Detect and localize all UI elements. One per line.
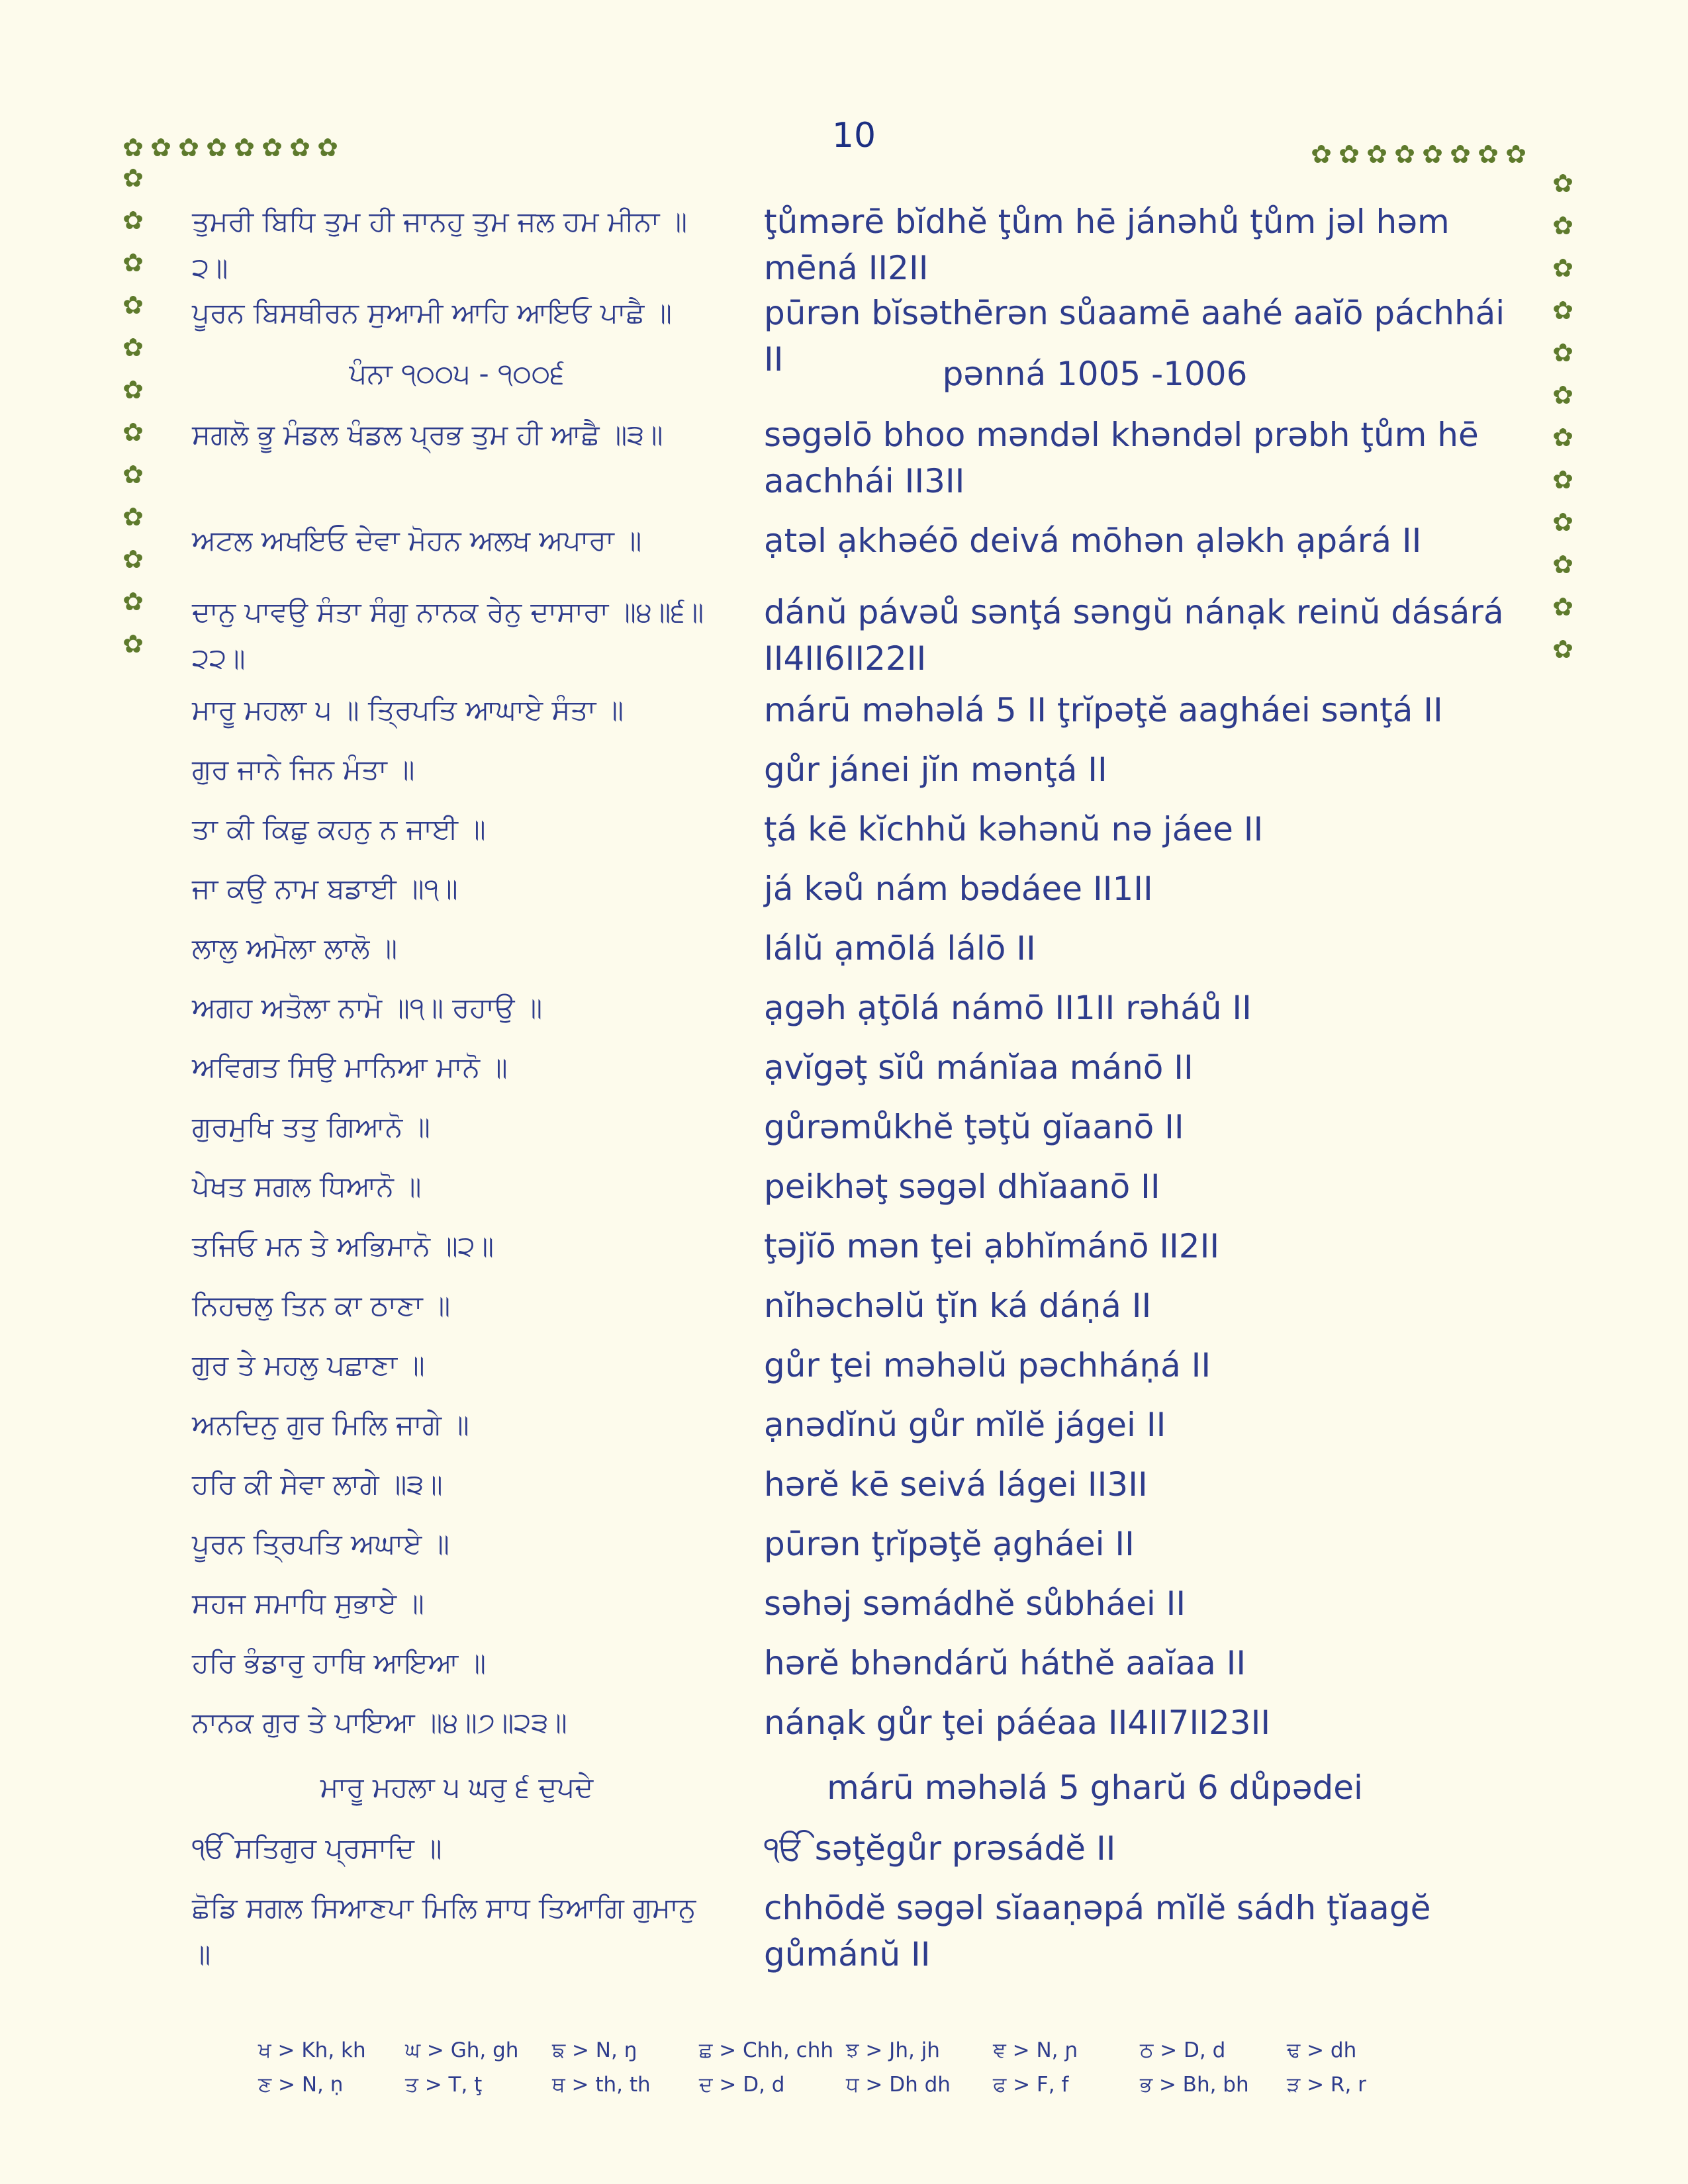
gurmukhi-line: ਦਾਨੁ ਪਾਵਉ ਸੰਤਾ ਸੰਗੁ ਨਾਨਕ ਰੇਨੁ ਦਾਸਾਰਾ ॥੪॥੬॥੨੨॥ [192, 596, 704, 674]
transliteration-line: gůr jánei jĭn mənţá II [764, 751, 1107, 789]
transliteration-line: ạvĭgəţ sĭů mánĭaa mánō II [764, 1048, 1194, 1087]
flower-icon: ✿ [122, 248, 144, 277]
gurmukhi-line: ਸਹਜ ਸਮਾਧਿ ਸੁਭਾਏ ॥ [192, 1587, 424, 1619]
transliteration-heading: márū məhəlá 5 gharŭ 6 důpədei [827, 1768, 1363, 1807]
transliteration-line: márū məhəlá 5 II ţrĭpəţĕ aagháei sənţá II [764, 691, 1443, 729]
gurmukhi-line: ਛੋਡਿ ਸਗਲ ਸਿਆਣਪਾ ਮਿਲਿ ਸਾਧ ਤਿਆਗਿ ਗੁਮਾਨੁ ॥ [192, 1891, 696, 1970]
legend-item: ਭ > Bh, bh [1140, 2073, 1249, 2097]
transliteration-line: nánạk gůr ţei páéaa II4II7II23II [764, 1704, 1271, 1742]
flower-icon: ✿ [122, 291, 144, 320]
flower-icon: ✿ [1552, 592, 1573, 621]
transliteration-line: gůr ţei məhəlŭ pəchháṇá II [764, 1346, 1211, 1385]
flower-icon: ✿ [1311, 140, 1332, 169]
transliteration-line: hərĕ kē seivá lágei II3II [764, 1465, 1148, 1504]
gurmukhi-line: ਗੁਰਮੁਖਿ ਤਤੁ ਗਿਆਨੋ ॥ [192, 1111, 430, 1143]
flower-icon: ✿ [122, 545, 144, 574]
flower-icon: ✿ [122, 587, 144, 616]
legend-item: ੜ > R, r [1287, 2073, 1366, 2097]
transliteration-line: nĭhəchəlŭ ţĭn ká dáṇá II [764, 1287, 1152, 1325]
gurmukhi-page-range: ਪੰਨਾ ੧੦੦੫ - ੧੦੦੬ [349, 357, 565, 390]
gurmukhi-line: ਨਿਹਚਲੁ ਤਿਨ ਕਾ ਠਾਣਾ ॥ [192, 1289, 451, 1322]
flower-icon: ✿ [150, 133, 171, 162]
top-left-ornament [119, 134, 342, 161]
gurmukhi-line: ਹਰਿ ਭੰਡਾਰੁ ਹਾਥਿ ਆਇਆ ॥ [192, 1647, 487, 1679]
gurmukhi-line: ਗੁਰ ਜਾਨੇ ਜਿਨ ਮੰਤਾ ॥ [192, 753, 415, 786]
gurmukhi-line: ਗੁਰ ਤੇ ਮਹਲੁ ਪਛਾਣਾ ॥ [192, 1349, 425, 1381]
transliteration-line: ạgəh ạţōlá námō II1II rəháů II [764, 989, 1252, 1027]
flower-icon: ✿ [1552, 253, 1573, 283]
flower-icon: ✿ [289, 133, 310, 162]
flower-icon: ✿ [1552, 381, 1573, 410]
legend-item: ਞ > N, ɲ [993, 2038, 1078, 2062]
left-ornament-column [119, 164, 147, 658]
gurmukhi-line: ਪੂਰਨ ਤ੍ਰਿਪਤਿ ਅਘਾਏ ॥ [192, 1527, 449, 1560]
legend-item: ਢ > dh [1287, 2038, 1357, 2062]
legend-item: ਠ > D, d [1140, 2038, 1226, 2062]
gurmukhi-line: ਤਾ ਕੀ ਕਿਛੁ ਕਹਨੁ ਨ ਜਾਈ ॥ [192, 813, 486, 845]
flower-icon: ✿ [1450, 140, 1471, 169]
legend-row [258, 2073, 1450, 2107]
legend-item: ਥ > th, th [552, 2073, 651, 2097]
transliteration-line: já kəů nám bədáee II1II [764, 870, 1153, 908]
flower-icon: ✿ [122, 460, 144, 489]
flower-icon: ✿ [122, 375, 144, 404]
flower-icon: ✿ [1366, 140, 1387, 169]
flower-icon: ✿ [1552, 550, 1573, 579]
legend-row [258, 2038, 1450, 2073]
transliteration-line: ţůmərē bĭdhĕ ţům hē jánəhů ţům jəl həm mēná II2II [764, 203, 1450, 287]
flower-icon: ✿ [1552, 423, 1573, 452]
transliteration-line: pūrən ţrĭpəţĕ ạgháei II [764, 1525, 1135, 1563]
transliteration-line: ţá kē kĭchhŭ kəhənŭ nə jáee II [764, 810, 1264, 848]
legend-item: ਦ > D, d [699, 2073, 785, 2097]
transliteration-line: hərĕ bhəndárŭ háthĕ aaĭaa II [764, 1644, 1246, 1682]
flower-icon: ✿ [1394, 140, 1415, 169]
transliteration-page-range: pənná 1005 -1006 [942, 355, 1248, 393]
transliteration-line: səgəlō bhoo məndəl khəndəl prəbh ţům hē aachhái II3II [764, 416, 1479, 500]
flower-icon: ✿ [206, 133, 227, 162]
transliteration-line: ੴ səţĕgůr prəsádĕ II [764, 1829, 1116, 1868]
flower-icon: ✿ [122, 418, 144, 447]
legend-item: ਙ > N, ŋ [552, 2038, 637, 2062]
flower-icon: ✿ [1552, 338, 1573, 367]
gurmukhi-line: ਤਜਿਓ ਮਨ ਤੇ ਅਭਿਮਾਨੋ ॥੨॥ [192, 1230, 494, 1262]
gurmukhi-line: ੴ ਸਤਿਗੁਰ ਪ੍ਰਸਾਦਿ ॥ [192, 1832, 442, 1864]
flower-icon: ✿ [1552, 296, 1573, 325]
transliteration-line: səhəj səmádhĕ sůbháei II [764, 1584, 1186, 1623]
legend-item: ਫ > F, f [993, 2073, 1069, 2097]
top-right-ornament [1307, 140, 1530, 168]
flower-icon: ✿ [178, 133, 199, 162]
flower-icon: ✿ [1477, 140, 1499, 169]
transliteration-line: peikhəţ səgəl dhĭaanō II [764, 1167, 1160, 1206]
flower-icon: ✿ [1552, 169, 1573, 198]
legend-item: ਤ > T, ţ [405, 2073, 483, 2097]
flower-icon: ✿ [122, 502, 144, 531]
right-ornament-column [1549, 169, 1577, 663]
legend-item: ਘ > Gh, gh [405, 2038, 519, 2062]
flower-icon: ✿ [1422, 140, 1443, 169]
flower-icon: ✿ [122, 133, 144, 162]
flower-icon: ✿ [1338, 140, 1360, 169]
gurmukhi-line: ਪੇਖਤ ਸਗਲ ਧਿਆਨੋ ॥ [192, 1170, 422, 1203]
flower-icon: ✿ [317, 133, 338, 162]
gurmukhi-line: ਸਗਲੋ ਭੂ ਮੰਡਲ ਖੰਡਲ ਪ੍ਰਭ ਤੁਮ ਹੀ ਆਛੈ ॥੩॥ [192, 418, 663, 451]
gurmukhi-heading: ਮਾਰੂ ਮਹਲਾ ੫ ਘਰੁ ੬ ਦੁਪਦੇ [320, 1771, 594, 1803]
flower-icon: ✿ [122, 629, 144, 659]
gurmukhi-line: ਅਵਿਗਤ ਸਿਉ ਮਾਨਿਆ ਮਾਨੋ ॥ [192, 1051, 508, 1083]
transliteration-line: chhōdĕ səgəl sĭaaṇəpá mĭlĕ sádh ţĭaagĕ gůmánŭ II [764, 1889, 1431, 1974]
flower-icon: ✿ [122, 206, 144, 235]
gurmukhi-line: ਮਾਰੂ ਮਹਲਾ ੫ ॥ ਤ੍ਰਿਪਤਿ ਆਘਾਏ ਸੰਤਾ ॥ [192, 694, 624, 726]
gurmukhi-line: ਤੁਮਰੀ ਬਿਧਿ ਤੁਮ ਹੀ ਜਾਨਹੁ ਤੁਮ ਜਲ ਹਮ ਮੀਨਾ ॥੨॥ [192, 205, 688, 284]
legend-item: ਖ > Kh, kh [258, 2038, 366, 2062]
gurmukhi-line: ਨਾਨਕ ਗੁਰ ਤੇ ਪਾਇਆ ॥੪॥੭॥੨੩॥ [192, 1706, 567, 1739]
legend-item: ਧ > Dh dh [846, 2073, 951, 2097]
flower-icon: ✿ [261, 133, 283, 162]
transliteration-line: gůrəmůkhĕ ţəţŭ gĭaanō II [764, 1108, 1184, 1146]
flower-icon: ✿ [1505, 140, 1526, 169]
flower-icon: ✿ [1552, 465, 1573, 494]
flower-icon: ✿ [122, 163, 144, 193]
transliteration-line: lálŭ ạmōlá lálō II [764, 929, 1036, 968]
gurmukhi-line: ਜਾ ਕਉ ਨਾਮ ਬਡਾਈ ॥੧॥ [192, 872, 458, 905]
transliteration-line: pūrən bĭsəthērən sůaamē aahé aaĭō páchhái II [764, 294, 1505, 379]
legend-item: ਣ > N, ṇ [258, 2073, 344, 2097]
gurmukhi-line: ਅਗਹ ਅਤੋਲਾ ਨਾਮੋ ॥੧॥ ਰਹਾਉ ॥ [192, 991, 543, 1024]
flower-icon: ✿ [1552, 211, 1573, 240]
page-number: 10 [831, 116, 876, 156]
gurmukhi-line: ਪੂਰਨ ਬਿਸਥੀਰਨ ਸੁਆਮੀ ਆਹਿ ਆਇਓ ਪਾਛੈ ॥ [192, 296, 672, 329]
transliteration-line: ţəjĭō mən ţei ạbhĭmánō II2II [764, 1227, 1220, 1265]
flower-icon: ✿ [1552, 635, 1573, 664]
flower-icon: ✿ [234, 133, 255, 162]
gurmukhi-line: ਅਟਲ ਅਖਇਓ ਦੇਵਾ ਮੋਹਨ ਅਲਖ ਅਪਾਰਾ ॥ [192, 524, 642, 557]
gurmukhi-line: ਅਨਦਿਨੁ ਗੁਰ ਮਿਲਿ ਜਾਗੇ ॥ [192, 1408, 469, 1441]
flower-icon: ✿ [1552, 508, 1573, 537]
transliteration-line: ạnədĭnŭ gůr mĭlĕ jágei II [764, 1406, 1166, 1444]
legend-item: ਛ > Chh, chh [699, 2038, 834, 2062]
gurmukhi-line: ਲਾਲੁ ਅਮੋਲਾ ਲਾਲੋ ॥ [192, 932, 398, 964]
legend-item: ਝ > Jh, jh [846, 2038, 940, 2062]
flower-icon: ✿ [122, 333, 144, 362]
transliteration-line: dánŭ pávəů sənţá səngŭ nánạk reinŭ dásárá II4II6II22II [764, 593, 1504, 678]
gurmukhi-line: ਹਰਿ ਕੀ ਸੇਵਾ ਲਾਗੇ ॥੩॥ [192, 1468, 443, 1500]
transliteration-line: ạtəl ạkhəéō deivá mōhən ạləkh ạpárá II [764, 522, 1422, 560]
transliteration-legend [258, 2038, 1450, 2107]
